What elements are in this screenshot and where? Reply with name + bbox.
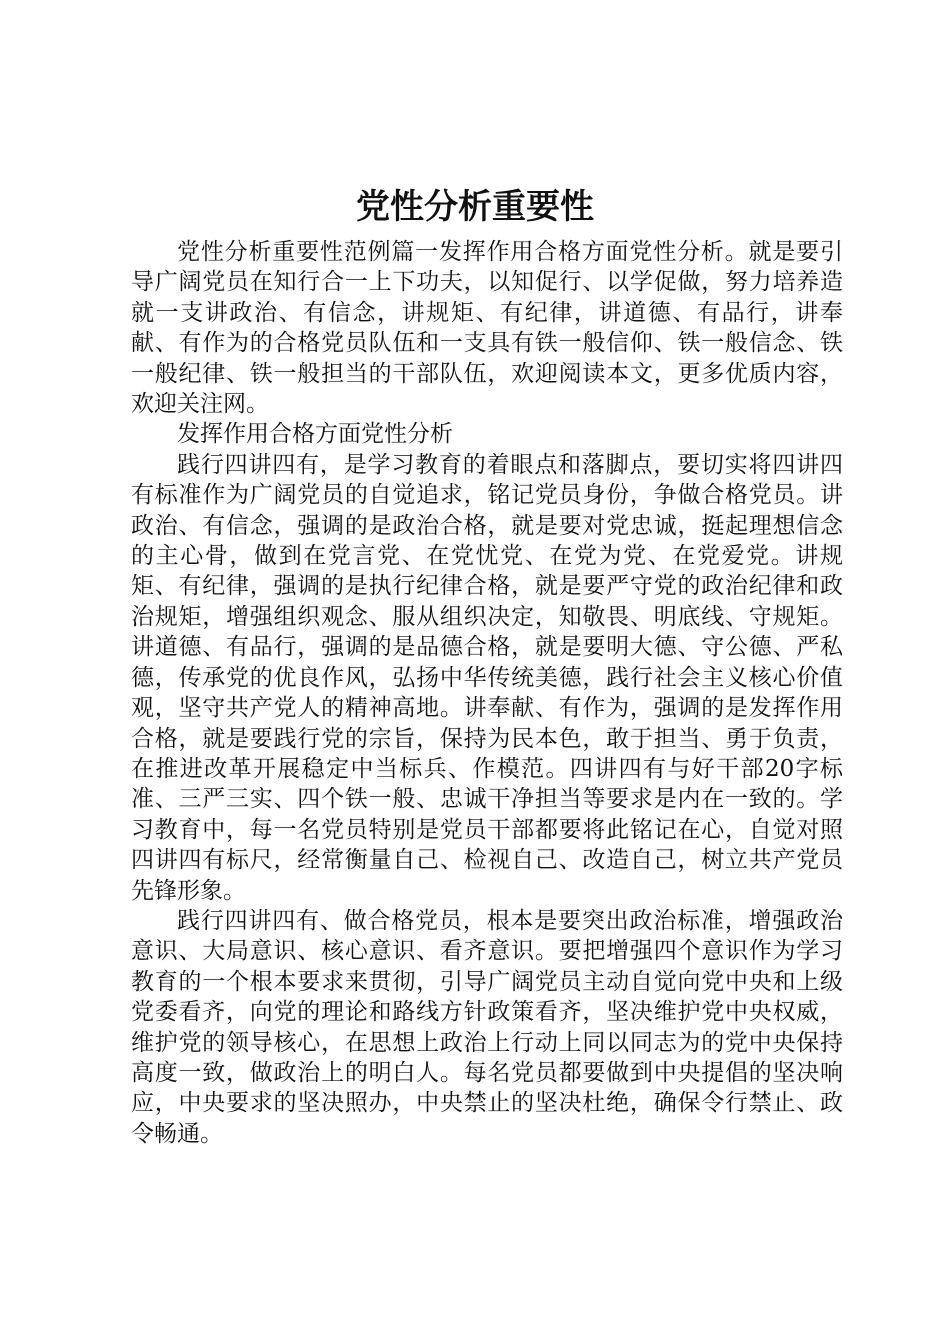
paragraph-political-standard: 践行四讲四有、做合格党员，根本是要突出政治标准，增强政治意识、大局意识、核心意识、看齐意识。要把增强四个意识作为学习教育的一个根本要求来贯彻，引导广阔党员主动自觉向党中央和上级党委看齐，向党的理论和路线方针政策看齐，坚决维护党中央权威，维护党的领导核心，在思想上政治上行动上同以同志为的党中央保持高度一致，做政治上的明白人。每名党员都要做到中央提倡的坚决响应，中央要求的坚决照办，中央禁止的坚决杜绝，确保令行禁止、政令畅通。 (131, 907, 843, 1147)
document-body (131, 237, 843, 1149)
paragraph-subheading: 发挥作用合格方面党性分析 (177, 421, 453, 448)
document-title: 党性分析重要性 (356, 187, 594, 227)
paragraph-four-talks: 践行四讲四有，是学习教育的着眼点和落脚点，要切实将四讲四有标准作为广阔党员的自觉追求，铭记党员身份，争做合格党员。讲政治、有信念，强调的是政治合格，就是要对党忠诚，挺起理想信念的主心骨，做到在党言党、在党忧党、在党为党、在党爱党。讲规矩、有纪律，强调的是执行纪律合格，就是要严守党的政治纪律和政治规矩，增强组织观念、服从组织决定，知敬畏、明底线、守规矩。讲道德、有品行，强调的是品德合格，就是要明大德、守公德、严私德，传承党的优良作风，弘扬中华传统美德，践行社会主义核心价值观，坚守共产党人的精神高地。讲奉献、有作为，强调的是发挥作用合格，就是要践行党的宗旨，保持为民本色，敢于担当、勇于负责，在推进改革开展稳定中当标兵、作模范。四讲四有与好干部20字标准、三严三实、四个铁一般、忠诚干净担当等要求是内在一致的。学习教育中，每一名党员特别是党员干部都要将此铭记在心，自觉对照四讲四有标尺，经常衡量自己、检视自己、改造自己，树立共产党员先锋形象。 (131, 451, 843, 904)
paragraph-intro: 党性分析重要性范例篇一发挥作用合格方面党性分析。就是要引导广阔党员在知行合一上下功夫，以知促行、以学促做，努力培养造就一支讲政治、有信念，讲规矩、有纪律，讲道德、有品行，讲奉献、有作为的合格党员队伍和一支具有铁一般信仰、铁一般信念、铁一般纪律、铁一般担当的干部队伍，欢迎阅读本文，更多优质内容，欢迎关注网。 (131, 239, 843, 418)
